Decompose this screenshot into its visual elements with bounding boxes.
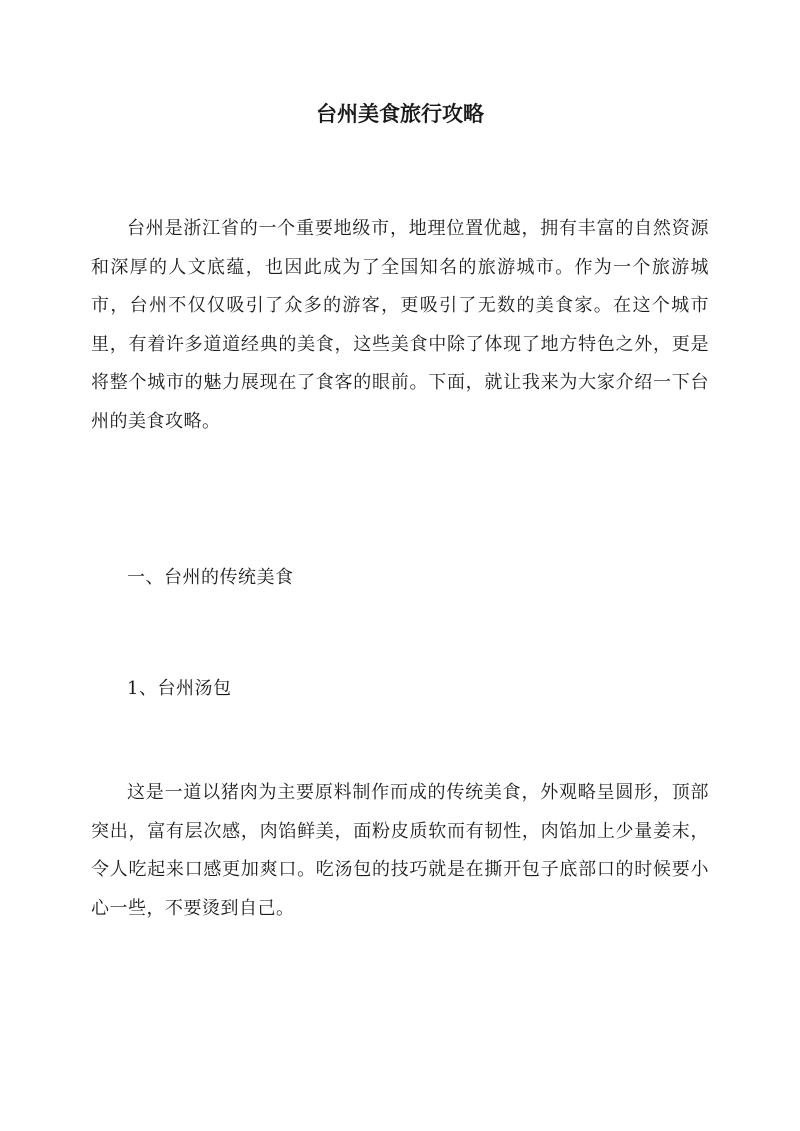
section-heading-traditional-food: 一、台州的传统美食 <box>127 567 294 588</box>
document-title: 台州美食旅行攻略 <box>316 101 484 126</box>
intro-paragraph: 台州是浙江省的一个重要地级市，地理位置优越，拥有丰富的自然资源和深厚的人文底蕴，也因此成为了全国知名的旅游城市。作为一个旅游城市，台州不仅仅吸引了众多的游客，更吸引了无数的美食家。在这个城市里，有着许多道道经典的美食，这些美食中除了体现了地方特色之外，更是将整个城市的魅力展现在了食客的眼前。下面，就让我来为大家介绍一下台州的美食攻略。 <box>91 218 709 432</box>
soup-bun-paragraph: 这是一道以猪肉为主要原料制作而成的传统美食，外观略呈圆形，顶部突出，富有层次感，肉馅鲜美，面粉皮质软而有韧性，肉馅加上少量姜末，令人吃起来口感更加爽口。吃汤包的技巧就是在撕开包子底部口的时候要小心一些，不要烫到自己。 <box>91 782 709 919</box>
item-heading-taizhou-soup-bun: 1、台州汤包 <box>127 678 232 699</box>
